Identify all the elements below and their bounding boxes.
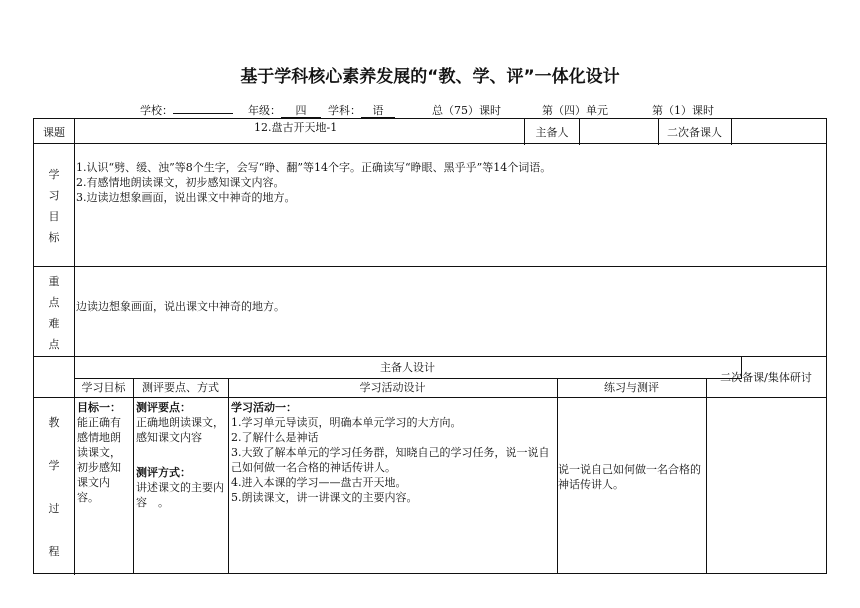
process-label-char: 教 (48, 415, 60, 429)
main-design-label: 主备人设计 (380, 361, 435, 374)
practice-cell (557, 398, 707, 573)
col-header-eval: 测评要点、方式 (133, 378, 229, 397)
key-points-label-char: 点 (48, 295, 60, 309)
process-label-char: 程 (48, 544, 60, 558)
header-row (33, 118, 827, 144)
process-label-cell (34, 398, 75, 575)
objective-item: 2.有感情地朗读课文，初步感知课文内容。 (76, 176, 285, 189)
key-points-label-char: 重 (48, 274, 60, 288)
school-label: 学校： (140, 104, 173, 117)
subject-label: 学科： (328, 104, 361, 117)
eval-method-text: 讲述课文的主要内容 。 (136, 481, 224, 509)
goal-cell (74, 398, 134, 573)
activity-title: 学习活动一： (231, 401, 297, 414)
col-header-activity: 学习活动设计 (228, 378, 558, 397)
main-prep-label-cell (524, 119, 580, 145)
design-blank-cell (34, 357, 75, 399)
practice-text: 说一说自己如何做一名合格的神话传讲人。 (558, 463, 701, 491)
eval-cell (133, 398, 229, 573)
subject-group (328, 102, 395, 118)
objectives-label-cell (34, 144, 75, 268)
topic-label: 课题 (43, 125, 65, 139)
activity-cell (228, 398, 558, 573)
grade-label: 年级： (248, 104, 281, 117)
main-design-label-cell (74, 357, 742, 379)
page-title: 基于学科核心素养发展的“教、学、评”一体化设计 (240, 67, 620, 87)
objectives-label-char: 学 (48, 168, 60, 181)
second-prep-value-cell[interactable] (731, 119, 826, 145)
topic-label-cell (34, 119, 75, 145)
main-prep-value-cell[interactable] (579, 119, 659, 145)
key-points-label-char: 难 (48, 316, 60, 330)
activity-item: 1.学习单元导读页，明确本单元学习的大方向。 (231, 416, 462, 429)
second-prep-label: 二次备课人 (667, 125, 722, 139)
second-design-label-cell (706, 357, 826, 397)
key-points-content (74, 267, 826, 356)
objectives-label-char: 习 (48, 189, 60, 202)
goal-text: 能正确有感情地朗读课文，初步感知课文内容。 (77, 416, 121, 504)
process-label-char: 学 (48, 458, 60, 472)
activity-item: 4.进入本课的学习——盘古开天地。 (231, 476, 407, 489)
key-points-label-char: 点 (48, 337, 60, 351)
unit-number: 第（四）单元 (542, 104, 608, 117)
lesson-number: 第（1）课时 (652, 104, 714, 117)
objectives-label-char: 目 (48, 210, 60, 223)
eval-title: 测评要点： (136, 401, 191, 414)
second-design-cell[interactable] (706, 398, 826, 573)
grade-field[interactable]: 四 (281, 104, 321, 118)
subject-field[interactable]: 语 (361, 104, 395, 118)
objective-item: 3.边读边想象画面，说出课文中神奇的地方。 (76, 191, 296, 204)
main-prep-label: 主备人 (535, 125, 569, 139)
second-design-label: 二次备课/集体研讨 (720, 370, 812, 384)
topic-value: 12.盘古开天地-1 (254, 121, 338, 134)
objective-item: 1.认识“劈、缓、浊”等8个生字，会写“睁、翻”等14个字。正确读写“睁眼、黑乎乎”等14个词语。 (76, 161, 552, 174)
info-line (140, 102, 233, 118)
activity-item: 5.朗读课文，讲一讲课文的主要内容。 (231, 491, 418, 504)
activity-item: 2.了解什么是神话 (231, 431, 319, 444)
activity-item: 3.大致了解本单元的学习任务群，知晓自己的学习任务，说一说自己如何做一名合格的神话传讲人。 (231, 446, 550, 474)
topic-value-cell (74, 119, 559, 145)
school-field[interactable] (173, 113, 233, 114)
second-prep-label-cell (658, 119, 732, 145)
objectives-content (74, 144, 826, 266)
goal-title: 目标一： (77, 401, 121, 414)
key-points-label-cell (34, 267, 75, 358)
grade-group (248, 102, 321, 118)
objectives-label-char: 标 (48, 231, 60, 244)
process-row (33, 397, 827, 574)
process-label-char: 过 (48, 501, 60, 515)
key-points-text: 边读边想象画面，说出课文中神奇的地方。 (76, 300, 285, 313)
eval-method-title: 测评方式： (136, 466, 191, 479)
eval-text: 正确地朗读课文，感知课文内容 (136, 416, 224, 444)
total-hours: 总（75）课时 (432, 104, 501, 117)
col-header-practice: 练习与测评 (557, 378, 707, 397)
design-header (33, 356, 827, 398)
objectives-row (33, 143, 827, 267)
key-points-row (33, 266, 827, 357)
col-header-goal: 学习目标 (74, 378, 134, 397)
